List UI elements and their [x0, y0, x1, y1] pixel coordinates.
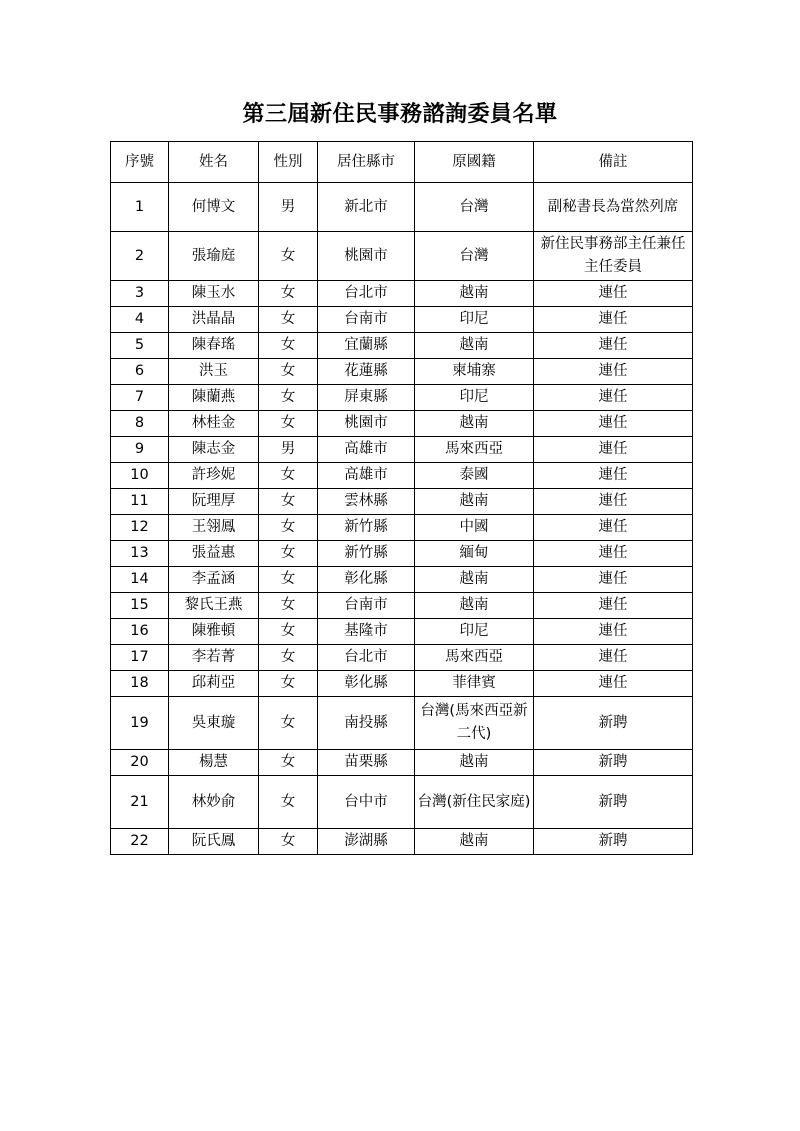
cell-name: 陳春瑤 [169, 333, 259, 359]
cell-nationality: 印尼 [415, 385, 534, 411]
table-body [111, 183, 693, 855]
cell-name: 許珍妮 [169, 463, 259, 489]
cell-gender: 女 [259, 489, 318, 515]
cell-note: 新聘 [534, 776, 693, 829]
cell-city: 高雄市 [318, 437, 415, 463]
cell-note: 連任 [534, 333, 693, 359]
cell-note: 新聘 [534, 829, 693, 855]
column-header-note: 備註 [534, 142, 693, 183]
table-row [111, 411, 693, 437]
cell-city: 台南市 [318, 593, 415, 619]
cell-gender: 女 [259, 463, 318, 489]
table-row [111, 541, 693, 567]
cell-city: 台南市 [318, 307, 415, 333]
cell-gender: 女 [259, 829, 318, 855]
cell-name: 陳志金 [169, 437, 259, 463]
cell-seq: 18 [111, 671, 169, 697]
cell-gender: 男 [259, 437, 318, 463]
cell-name: 陳雅頓 [169, 619, 259, 645]
cell-nationality: 緬甸 [415, 541, 534, 567]
cell-name: 阮氏鳳 [169, 829, 259, 855]
cell-name: 邱莉亞 [169, 671, 259, 697]
table-row [111, 515, 693, 541]
cell-city: 澎湖縣 [318, 829, 415, 855]
cell-nationality: 馬來西亞 [415, 645, 534, 671]
cell-note: 新聘 [534, 750, 693, 776]
cell-seq: 2 [111, 232, 169, 281]
table-row [111, 750, 693, 776]
table-row [111, 776, 693, 829]
cell-city: 新竹縣 [318, 541, 415, 567]
cell-city: 南投縣 [318, 697, 415, 750]
cell-city: 雲林縣 [318, 489, 415, 515]
cell-name: 林桂金 [169, 411, 259, 437]
cell-seq: 10 [111, 463, 169, 489]
cell-seq: 8 [111, 411, 169, 437]
cell-gender: 女 [259, 385, 318, 411]
cell-name: 楊慧 [169, 750, 259, 776]
cell-city: 台北市 [318, 281, 415, 307]
cell-gender: 女 [259, 750, 318, 776]
cell-gender: 女 [259, 541, 318, 567]
table-row [111, 232, 693, 281]
cell-nationality: 泰國 [415, 463, 534, 489]
cell-note: 連任 [534, 489, 693, 515]
cell-seq: 3 [111, 281, 169, 307]
cell-city: 新竹縣 [318, 515, 415, 541]
cell-city: 彰化縣 [318, 671, 415, 697]
cell-note: 新聘 [534, 697, 693, 750]
cell-note: 連任 [534, 593, 693, 619]
cell-note: 連任 [534, 541, 693, 567]
cell-city: 屏東縣 [318, 385, 415, 411]
cell-gender: 女 [259, 307, 318, 333]
cell-note: 連任 [534, 437, 693, 463]
cell-seq: 16 [111, 619, 169, 645]
cell-city: 彰化縣 [318, 567, 415, 593]
table-row [111, 333, 693, 359]
table-row [111, 463, 693, 489]
cell-seq: 21 [111, 776, 169, 829]
cell-name: 陳玉水 [169, 281, 259, 307]
column-header-gender: 性別 [259, 142, 318, 183]
cell-note: 連任 [534, 385, 693, 411]
cell-name: 黎氏王燕 [169, 593, 259, 619]
cell-name: 吳東璇 [169, 697, 259, 750]
cell-note: 副秘書長為當然列席 [534, 183, 693, 232]
cell-note: 連任 [534, 671, 693, 697]
table-row [111, 489, 693, 515]
cell-nationality: 越南 [415, 829, 534, 855]
cell-gender: 女 [259, 515, 318, 541]
cell-city: 基隆市 [318, 619, 415, 645]
column-header-city: 居住縣市 [318, 142, 415, 183]
table-row [111, 671, 693, 697]
table-row [111, 307, 693, 333]
cell-note: 連任 [534, 307, 693, 333]
cell-note: 連任 [534, 463, 693, 489]
cell-note: 連任 [534, 515, 693, 541]
cell-seq: 11 [111, 489, 169, 515]
cell-name: 王翎鳳 [169, 515, 259, 541]
cell-city: 花蓮縣 [318, 359, 415, 385]
table-row [111, 437, 693, 463]
cell-note: 連任 [534, 359, 693, 385]
table-header-row [111, 142, 693, 183]
cell-nationality: 中國 [415, 515, 534, 541]
cell-nationality: 印尼 [415, 619, 534, 645]
table-row [111, 645, 693, 671]
cell-gender: 女 [259, 333, 318, 359]
cell-nationality: 台灣 [415, 183, 534, 232]
cell-nationality: 越南 [415, 593, 534, 619]
cell-seq: 12 [111, 515, 169, 541]
table-row [111, 697, 693, 750]
cell-seq: 6 [111, 359, 169, 385]
cell-name: 李若菁 [169, 645, 259, 671]
cell-name: 林妙俞 [169, 776, 259, 829]
cell-nationality: 菲律賓 [415, 671, 534, 697]
cell-note: 新住民事務部主任兼任主任委員 [534, 232, 693, 281]
column-header-seq: 序號 [111, 142, 169, 183]
cell-seq: 14 [111, 567, 169, 593]
cell-name: 阮理厚 [169, 489, 259, 515]
committee-roster-table [110, 141, 693, 855]
cell-city: 台中市 [318, 776, 415, 829]
cell-gender: 女 [259, 567, 318, 593]
cell-nationality: 越南 [415, 411, 534, 437]
cell-name: 陳蘭燕 [169, 385, 259, 411]
cell-name: 洪晶晶 [169, 307, 259, 333]
cell-gender: 女 [259, 232, 318, 281]
cell-nationality: 越南 [415, 567, 534, 593]
cell-city: 台北市 [318, 645, 415, 671]
cell-gender: 女 [259, 593, 318, 619]
cell-nationality: 越南 [415, 750, 534, 776]
cell-nationality: 台灣(新住民家庭) [415, 776, 534, 829]
cell-note: 連任 [534, 645, 693, 671]
cell-note: 連任 [534, 281, 693, 307]
table-row [111, 281, 693, 307]
column-header-nationality: 原國籍 [415, 142, 534, 183]
cell-gender: 女 [259, 619, 318, 645]
cell-seq: 19 [111, 697, 169, 750]
cell-nationality: 台灣(馬來西亞新二代) [415, 697, 534, 750]
table-row [111, 359, 693, 385]
cell-seq: 13 [111, 541, 169, 567]
cell-seq: 17 [111, 645, 169, 671]
cell-note: 連任 [534, 567, 693, 593]
cell-gender: 女 [259, 645, 318, 671]
cell-seq: 7 [111, 385, 169, 411]
cell-name: 洪玉 [169, 359, 259, 385]
cell-seq: 1 [111, 183, 169, 232]
column-header-name: 姓名 [169, 142, 259, 183]
cell-gender: 男 [259, 183, 318, 232]
table-row [111, 829, 693, 855]
cell-nationality: 柬埔寨 [415, 359, 534, 385]
table-row [111, 385, 693, 411]
table-row [111, 183, 693, 232]
cell-name: 李孟涵 [169, 567, 259, 593]
cell-gender: 女 [259, 411, 318, 437]
cell-nationality: 越南 [415, 333, 534, 359]
table-row [111, 593, 693, 619]
cell-gender: 女 [259, 776, 318, 829]
cell-name: 何博文 [169, 183, 259, 232]
page-title: 第三屆新住民事務諮詢委員名單 [242, 102, 558, 127]
cell-city: 新北市 [318, 183, 415, 232]
cell-city: 苗栗縣 [318, 750, 415, 776]
table-row [111, 619, 693, 645]
cell-nationality: 越南 [415, 489, 534, 515]
cell-gender: 女 [259, 697, 318, 750]
cell-seq: 22 [111, 829, 169, 855]
cell-gender: 女 [259, 671, 318, 697]
cell-note: 連任 [534, 619, 693, 645]
cell-seq: 20 [111, 750, 169, 776]
cell-nationality: 馬來西亞 [415, 437, 534, 463]
cell-city: 桃園市 [318, 411, 415, 437]
table-row [111, 567, 693, 593]
cell-nationality: 台灣 [415, 232, 534, 281]
cell-seq: 15 [111, 593, 169, 619]
cell-seq: 4 [111, 307, 169, 333]
cell-gender: 女 [259, 359, 318, 385]
cell-nationality: 印尼 [415, 307, 534, 333]
cell-city: 桃園市 [318, 232, 415, 281]
cell-seq: 9 [111, 437, 169, 463]
cell-name: 張益惠 [169, 541, 259, 567]
cell-gender: 女 [259, 281, 318, 307]
cell-nationality: 越南 [415, 281, 534, 307]
cell-note: 連任 [534, 411, 693, 437]
cell-city: 高雄市 [318, 463, 415, 489]
cell-seq: 5 [111, 333, 169, 359]
cell-city: 宜蘭縣 [318, 333, 415, 359]
cell-name: 張瑜庭 [169, 232, 259, 281]
